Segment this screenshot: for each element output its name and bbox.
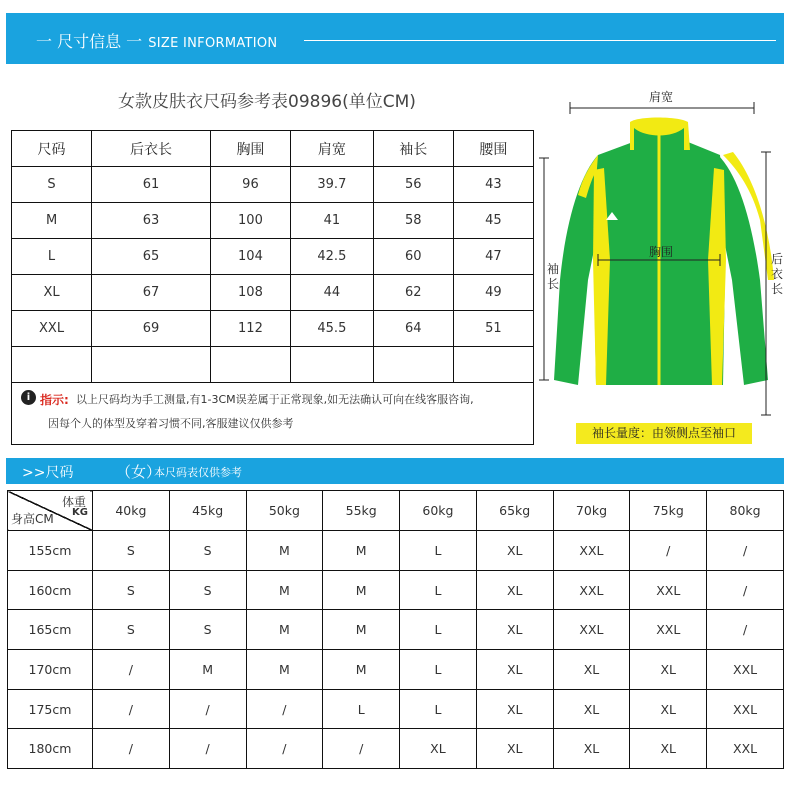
table-corner-cell: [8, 491, 93, 531]
recommended-size-cell: S: [169, 531, 246, 571]
recommended-size-cell: S: [93, 531, 170, 571]
measurement-cell: 45: [453, 203, 533, 239]
recommended-size-cell: S: [169, 610, 246, 650]
weight-header-row: [8, 491, 784, 531]
size-guide-bar: [6, 458, 784, 484]
recommended-size-cell: M: [246, 531, 323, 571]
recommended-size-cell: XL: [553, 729, 630, 769]
recommended-size-cell: L: [400, 531, 477, 571]
recommended-size-cell: XL: [476, 729, 553, 769]
recommended-size-cell: XL: [476, 570, 553, 610]
height-weight-size-table: [7, 490, 784, 769]
size-label-cell: XL: [12, 275, 92, 311]
measurement-cell: 63: [92, 203, 211, 239]
recommended-size-cell: XXL: [630, 610, 707, 650]
weight-header: 80kg: [707, 491, 784, 531]
recommended-size-cell: XL: [630, 689, 707, 729]
height-row: [8, 650, 784, 690]
height-row: [8, 729, 784, 769]
height-row: [8, 610, 784, 650]
height-row: [8, 531, 784, 571]
height-label-cell: 160cm: [8, 570, 93, 610]
jacket-measurement-diagram: [538, 80, 788, 450]
height-row: [8, 570, 784, 610]
recommended-size-cell: XL: [476, 531, 553, 571]
recommended-size-cell: /: [169, 689, 246, 729]
height-row: [8, 689, 784, 729]
shoulder-width-label: 肩宽: [649, 90, 674, 104]
measurement-cell: 64: [373, 311, 453, 347]
height-label-cell: 155cm: [8, 531, 93, 571]
weight-header: 75kg: [630, 491, 707, 531]
measurement-note: [11, 375, 534, 445]
measurement-cell: 61: [92, 167, 211, 203]
sleeve-length-label: 袖长: [546, 262, 559, 291]
measurement-cell: 39.7: [291, 167, 374, 203]
size-table-row: [12, 239, 534, 275]
measurement-cell: 65: [92, 239, 211, 275]
measurement-cell: 100: [210, 203, 290, 239]
weight-header: 70kg: [553, 491, 630, 531]
recommended-size-cell: M: [246, 650, 323, 690]
weight-header: 65kg: [476, 491, 553, 531]
weight-axis-label: 体重: [61, 495, 86, 509]
chest-width-label: 胸围: [649, 245, 674, 259]
recommended-size-cell: /: [169, 729, 246, 769]
size-table-header-row: [12, 131, 534, 167]
size-table-header: 肩宽: [291, 131, 374, 167]
size-label-cell: L: [12, 239, 92, 275]
recommended-size-cell: XL: [553, 689, 630, 729]
recommended-size-cell: M: [246, 610, 323, 650]
measurement-cell: 56: [373, 167, 453, 203]
size-label-cell: XXL: [12, 311, 92, 347]
measurement-cell: 62: [373, 275, 453, 311]
recommended-size-cell: /: [323, 729, 400, 769]
recommended-size-cell: /: [93, 729, 170, 769]
size-table-header: 袖长: [373, 131, 453, 167]
recommended-size-cell: /: [707, 531, 784, 571]
recommended-size-cell: /: [707, 610, 784, 650]
banner-title-en: SIZE INFORMATION: [148, 36, 278, 51]
recommended-size-cell: XL: [553, 650, 630, 690]
size-table-row: [12, 203, 534, 239]
weight-header: 55kg: [323, 491, 400, 531]
measurement-cell: 108: [210, 275, 290, 311]
banner-title-cn: 一 尺寸信息 一: [36, 32, 143, 51]
recommended-size-cell: M: [323, 531, 400, 571]
recommended-size-cell: S: [169, 570, 246, 610]
recommended-size-cell: M: [323, 570, 400, 610]
recommended-size-cell: XL: [476, 610, 553, 650]
recommended-size-cell: XXL: [553, 570, 630, 610]
measurement-cell: 41: [291, 203, 374, 239]
measurement-cell: 112: [210, 311, 290, 347]
recommended-size-cell: XXL: [707, 729, 784, 769]
banner-title: [36, 29, 277, 52]
measurement-cell: 104: [210, 239, 290, 275]
measurement-cell: 45.5: [291, 311, 374, 347]
recommended-size-cell: L: [400, 689, 477, 729]
recommended-size-cell: XL: [630, 729, 707, 769]
measurement-cell: 49: [453, 275, 533, 311]
note-label: 指示:: [40, 393, 69, 407]
note-text-line1: 以上尺码均为手工测量,有1-3CM误差属于正常现象,如无法确认可向在线客服咨询,: [76, 393, 474, 406]
recommended-size-cell: XL: [476, 650, 553, 690]
size-table-header: 尺码: [12, 131, 92, 167]
size-table-header: 腰围: [453, 131, 533, 167]
size-table-row: [12, 167, 534, 203]
recommended-size-cell: L: [400, 650, 477, 690]
recommended-size-cell: S: [93, 570, 170, 610]
recommended-size-cell: L: [400, 610, 477, 650]
measurement-cell: 43: [453, 167, 533, 203]
recommended-size-cell: XXL: [707, 650, 784, 690]
size-guide-title: >>尺码: [22, 465, 74, 481]
recommended-size-cell: M: [169, 650, 246, 690]
recommended-size-cell: /: [93, 689, 170, 729]
recommended-size-cell: S: [93, 610, 170, 650]
measurement-cell: 67: [92, 275, 211, 311]
size-table-header: 后衣长: [92, 131, 211, 167]
recommended-size-cell: M: [323, 610, 400, 650]
size-guide-subtitle: 本尺码表仅供参考: [154, 466, 242, 479]
recommended-size-cell: L: [400, 570, 477, 610]
size-label-cell: S: [12, 167, 92, 203]
height-label-cell: 180cm: [8, 729, 93, 769]
recommended-size-cell: M: [246, 570, 323, 610]
measurement-cell: 44: [291, 275, 374, 311]
back-length-label: 后衣长: [770, 252, 783, 296]
measurement-cell: 96: [210, 167, 290, 203]
size-table-row: [12, 275, 534, 311]
measurement-cell: 58: [373, 203, 453, 239]
recommended-size-cell: /: [246, 689, 323, 729]
banner-divider: [304, 40, 776, 41]
size-table-row: [12, 311, 534, 347]
info-icon: i: [21, 390, 36, 405]
weight-header: 45kg: [169, 491, 246, 531]
size-label-cell: M: [12, 203, 92, 239]
size-measurement-table: [11, 130, 534, 383]
measurement-cell: 60: [373, 239, 453, 275]
measurement-cell: 69: [92, 311, 211, 347]
size-guide-gender: （女）: [116, 463, 162, 481]
weight-header: 60kg: [400, 491, 477, 531]
recommended-size-cell: /: [246, 729, 323, 769]
weight-unit-label: KG: [72, 507, 88, 518]
recommended-size-cell: XXL: [630, 570, 707, 610]
size-table-header: 胸围: [210, 131, 290, 167]
recommended-size-cell: M: [323, 650, 400, 690]
size-chart-title: 女款皮肤衣尺码参考表09896(单位CM): [118, 92, 416, 112]
height-label-cell: 170cm: [8, 650, 93, 690]
recommended-size-cell: XL: [476, 689, 553, 729]
measurement-cell: 51: [453, 311, 533, 347]
recommended-size-cell: /: [93, 650, 170, 690]
recommended-size-cell: /: [630, 531, 707, 571]
measurement-cell: 42.5: [291, 239, 374, 275]
recommended-size-cell: XL: [400, 729, 477, 769]
measurement-cell: 47: [453, 239, 533, 275]
recommended-size-cell: XXL: [707, 689, 784, 729]
height-axis-label: 身高CM: [11, 512, 54, 526]
height-label-cell: 165cm: [8, 610, 93, 650]
recommended-size-cell: XXL: [553, 610, 630, 650]
weight-header: 50kg: [246, 491, 323, 531]
size-info-banner: [6, 13, 784, 64]
sleeve-measure-caption: 袖长量度：由领侧点至袖口: [576, 423, 752, 444]
weight-header: 40kg: [93, 491, 170, 531]
recommended-size-cell: /: [707, 570, 784, 610]
recommended-size-cell: L: [323, 689, 400, 729]
recommended-size-cell: XXL: [553, 531, 630, 571]
note-text-line2: 因每个人的体型及穿着习惯不同,客服建议仅供参考: [48, 417, 294, 430]
recommended-size-cell: XL: [630, 650, 707, 690]
height-label-cell: 175cm: [8, 689, 93, 729]
